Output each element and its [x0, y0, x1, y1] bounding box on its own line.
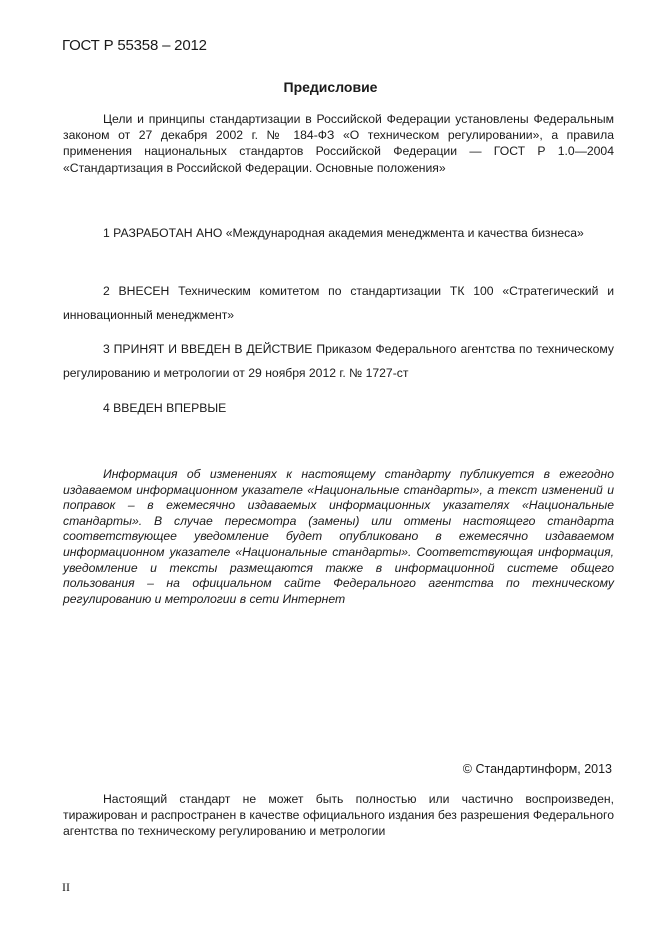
document-code: ГОСТ Р 55358 – 2012 [62, 37, 207, 54]
intro-paragraph: Цели и принципы стандартизации в Российской Федерации установлены Федеральным законом от 27 декабря 2002 г. № 184-ФЗ «О техническом регулировании», а правила применения национальных стандартов Российской Федерации — ГОСТ Р 1.0—2004 «Стандартизация в Российской Федерации. Основные положения» [63, 112, 614, 175]
page-number: II [62, 880, 70, 894]
page-title: Предисловие [283, 79, 378, 95]
item-introduced: 4 ВВЕДЕН ВПЕРВЫЕ [103, 401, 227, 415]
item-adopted: 3 ПРИНЯТ И ВВЕДЕН В ДЕЙСТВИЕ Приказом Федерального агентства по техническому регулированию и метрологии от 29 ноября 2012 г. № 1727-ст [63, 342, 614, 380]
copyright-line: © Стандартинформ, 2013 [462, 762, 612, 776]
item-developed: 1 РАЗРАБОТАН АНО «Международная академия менеджмента и качества бизнеса» [103, 226, 584, 240]
reproduction-notice: Настоящий стандарт не может быть полностью или частично воспроизведен, тиражирован и распространен в качестве официального издания без разрешения Федерального агентства по техническому регулированию и метрологии [63, 792, 614, 838]
item-submitted: 2 ВНЕСЕН Техническим комитетом по стандартизации ТК 100 «Стратегический и инновационный менеджмент» [63, 284, 614, 322]
info-note-paragraph: Информация об изменениях к настоящему стандарту публикуется в ежегодно издаваемом информационном указателе «Национальные стандарты», а текст изменений и поправок – в ежемесячно издаваемых информационных указателях «Национальные стандарты». В случае пересмотра (замены) или отмены настоящего стандарта соответствующее уведомление будет опубликовано в ежемесячно издаваемом информационном указателе «Национальные стандарты». Соответствующая информация, уведомление и тексты размещаются также в информационной системе общего пользования – на официальном сайте Федерального агентства по техническому регулированию и метрологии в сети Интернет [63, 467, 614, 606]
